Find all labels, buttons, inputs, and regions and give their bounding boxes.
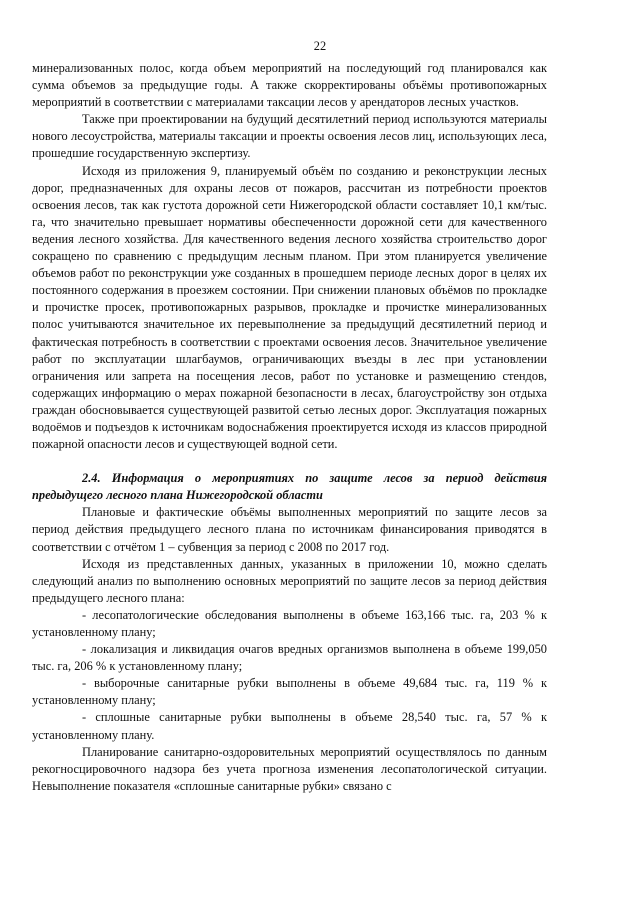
paragraph-planned-actual-volumes: Плановые и фактические объёмы выполненных мероприятий по защите лесов за период действия предыдущего лесного плана по источникам финансирования приводятся в соответствии с отчётом 1 – субвенция за период с 2008 по 2017 год. (32, 505, 547, 554)
paragraph-analysis-intro: Исходя из представленных данных, указанных в приложении 10, можно сделать следующий анализ по выполнению основных мероприятий по защите лесов за период действия предыдущего лесного плана: (32, 556, 547, 605)
paragraph-continuation: минерализованных полос, когда объем мероприятий на последующий год планировался как сумма объемов за предыдущие годы. А также скорректированы объёмы противопожарных мероприятий в соответствии с материалами таксации лесов у арендаторов лесных участков. (32, 61, 547, 110)
section-heading: 2.4. Информация о мероприятиях по защите лесов за период действия предыдущего лесного плана Нижегородской области (32, 471, 547, 503)
list-item: - локализация и ликвидация очагов вредных организмов выполнена в объеме 199,050 тыс. га, 206 % к установленному плану; (32, 642, 547, 674)
list-item: - сплошные санитарные рубки выполнены в объеме 28,540 тыс. га, 57 % к установленному плану. (32, 710, 547, 742)
paragraph-forest-roads: Исходя из приложения 9, планируемый объём по созданию и реконструкции лесных дорог, предназначенных для охраны лесов от пожаров, рассчитан из потребности проектов освоения лесов, так как густота дорожной сети Нижегородской области составляет 10,1 км/тыс. га, что значительно превышает нормативы обеспеченности дорожной сети для качественного ведения лесного хозяйства. Для качественного ведения лесного хозяйства строительство дорог сокращено по сравнению с предыдущим лесным планом. При этом планируется увеличение объемов работ по реконструкции уже созданных в прошедшем периоде лесных дорог в целях их постоянного содержания в проезжем состоянии. При снижении плановых объёмов по прокладке и прочистке просек, противопожарных разрывов, прокладке и прочистке минерализованных полос учитываются значительное их перевыполнение за предыдущий десятилетний период и фактическая потребность в соответствии с проектами освоения лесов. Значительное увеличение работ по эксплуатации шлагбаумов, ограничивающих въезды в лес при установлении ограничения или запрета на посещения лесов, работ по установке и размещению стендов, содержащих информацию о мерах пожарной безопасности в лесах, благоустройству зон отдыха граждан обосновывается существующей развитой сетью лесных дорог. Эксплуатация пожарных водоёмов и подъездов к источникам водоснабжения проектируется исходя из классов природной пожарной опасности лесов и существующей водной сети. (32, 163, 547, 452)
list-item: - выборочные санитарные рубки выполнены в объеме 49,684 тыс. га, 119 % к установленному плану; (32, 676, 547, 708)
paragraph-forest-inventory-materials: Также при проектировании на будущий десятилетний период используются материалы нового лесоустройства, материалы таксации и проекты освоения лесов лиц, использующих леса, прошедшие государственную экспертизу. (32, 112, 547, 161)
list-item: - лесопатологические обследования выполнены в объеме 163,166 тыс. га, 203 % к установленному плану; (32, 607, 547, 639)
page-number: 22 (313, 39, 327, 53)
page-body (32, 60, 547, 795)
paragraph-sanitary-planning: Планирование санитарно-оздоровительных мероприятий осуществлялось по данным рекогносцировочного надзора без учета прогноза изменения лесопатологической ситуации. Невыполнение показателя «сплошные санитарные рубки» связано с (32, 744, 547, 793)
